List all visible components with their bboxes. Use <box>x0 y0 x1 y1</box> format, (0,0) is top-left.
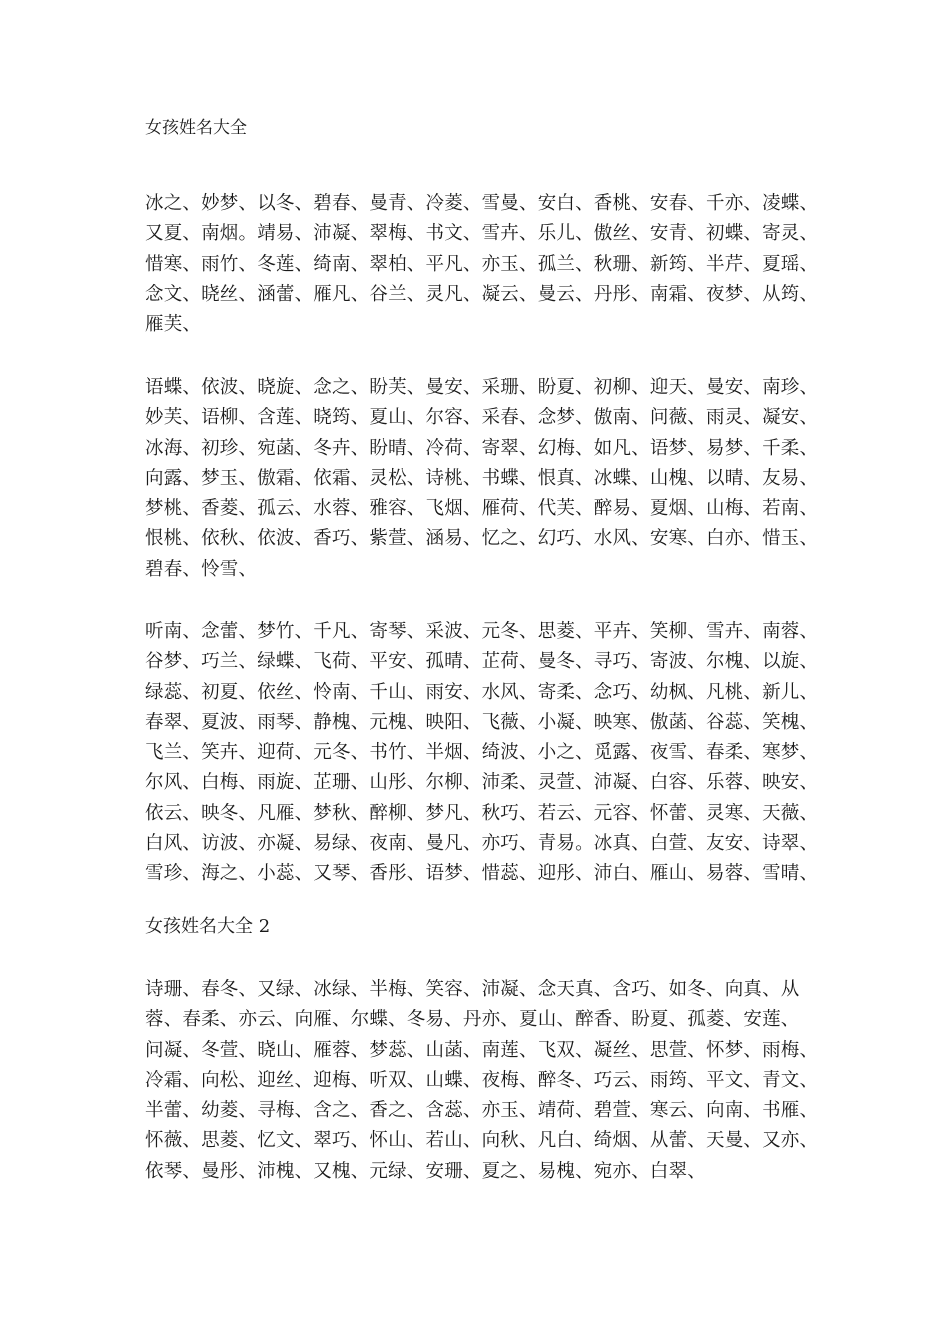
text-line: 问凝、冬萱、晓山、雁蓉、梦蕊、山菡、南莲、飞双、凝丝、思萱、怀梦、雨梅、 <box>145 1039 819 1061</box>
name-paragraph-1 <box>145 189 825 340</box>
section-title-2: 女孩姓名大全 2 <box>145 916 271 937</box>
text-line: 又夏、南烟。靖易、沛凝、翠梅、书文、雪卉、乐儿、傲丝、安青、初蝶、寄灵、 <box>145 223 819 245</box>
name-paragraph-2 <box>145 373 825 585</box>
text-line: 春翠、夏波、雨琴、静槐、元槐、映阳、飞薇、小凝、映寒、傲菡、谷蕊、笑槐、 <box>145 711 819 733</box>
text-line: 怀薇、思菱、忆文、翠巧、怀山、若山、向秋、凡白、绮烟、从蕾、天曼、又亦、 <box>145 1130 819 1152</box>
text-line: 妙芙、语柳、含莲、晓筠、夏山、尔容、采春、念梦、傲南、问薇、雨灵、凝安、 <box>145 407 819 429</box>
text-line: 蓉、春柔、亦云、向雁、尔蝶、冬易、丹亦、夏山、醉香、盼夏、孤菱、安莲、 <box>145 1009 800 1031</box>
document-title: 女孩姓名大全 <box>145 118 247 138</box>
text-line: 冰海、初珍、宛菡、冬卉、盼晴、冷荷、寄翠、幻梅、如凡、语梦、易梦、千柔、 <box>145 437 819 459</box>
text-line: 碧春、怜雪、 <box>145 558 258 580</box>
text-line: 念文、晓丝、涵蕾、雁凡、谷兰、灵凡、凝云、曼云、丹彤、南霜、夜梦、从筠、 <box>145 283 819 305</box>
text-line: 飞兰、笑卉、迎荷、元冬、书竹、半烟、绮波、小之、觅露、夜雪、春柔、寒梦、 <box>145 742 819 764</box>
text-line: 听南、念蕾、梦竹、千凡、寄琴、采波、元冬、思菱、平卉、笑柳、雪卉、南蓉、 <box>145 621 819 642</box>
name-paragraph-3 <box>145 617 825 890</box>
text-line: 依琴、曼彤、沛槐、又槐、元绿、安珊、夏之、易槐、宛亦、白翠、 <box>145 1160 707 1182</box>
text-line: 白风、访波、亦凝、易绿、夜南、曼凡、亦巧、青易。冰真、白萱、友安、诗翠、 <box>145 833 819 855</box>
text-line: 谷梦、巧兰、绿蝶、飞荷、平安、孤晴、芷荷、曼冬、寻巧、寄波、尔槐、以旋、 <box>145 651 819 673</box>
text-line: 冰之、妙梦、以冬、碧春、曼青、冷菱、雪曼、安白、香桃、安春、千亦、凌蝶、 <box>145 193 819 214</box>
text-line: 语蝶、依波、晓旋、念之、盼芙、曼安、采珊、盼夏、初柳、迎天、曼安、南珍、 <box>145 377 819 398</box>
text-line: 尔风、白梅、雨旋、芷珊、山彤、尔柳、沛柔、灵萱、沛凝、白容、乐蓉、映安、 <box>145 772 819 794</box>
text-line: 惜寒、雨竹、冬莲、绮南、翠柏、平凡、亦玉、孤兰、秋珊、新筠、半芹、夏瑶、 <box>145 253 819 275</box>
text-line: 向露、梦玉、傲霜、依霜、灵松、诗桃、书蝶、恨真、冰蝶、山槐、以晴、友易、 <box>145 467 819 489</box>
text-line: 依云、映冬、凡雁、梦秋、醉柳、梦凡、秋巧、若云、元容、怀蕾、灵寒、天薇、 <box>145 802 819 824</box>
text-line: 恨桃、依秋、依波、香巧、紫萱、涵易、忆之、幻巧、水风、安寒、白亦、惜玉、 <box>145 528 819 550</box>
name-paragraph-4 <box>145 975 825 1187</box>
text-line: 绿蕊、初夏、依丝、怜南、千山、雨安、水风、寄柔、念巧、幼枫、凡桃、新儿、 <box>145 681 819 703</box>
text-line: 诗珊、春冬、又绿、冰绿、半梅、笑容、沛凝、念天真、含巧、如冬、向真、从 <box>145 979 800 1000</box>
text-line: 梦桃、香菱、孤云、水蓉、雅容、飞烟、雁荷、代芙、醉易、夏烟、山梅、若南、 <box>145 498 819 520</box>
text-line: 雪珍、海之、小蕊、又琴、香彤、语梦、惜蕊、迎彤、沛白、雁山、易蓉、雪晴、 <box>145 863 819 885</box>
text-line: 雁芙、 <box>145 314 202 336</box>
text-line: 半蕾、幼菱、寻梅、含之、香之、含蕊、亦玉、靖荷、碧萱、寒云、向南、书雁、 <box>145 1100 819 1122</box>
text-line: 冷霜、向松、迎丝、迎梅、听双、山蝶、夜梅、醉冬、巧云、雨筠、平文、青文、 <box>145 1069 819 1091</box>
